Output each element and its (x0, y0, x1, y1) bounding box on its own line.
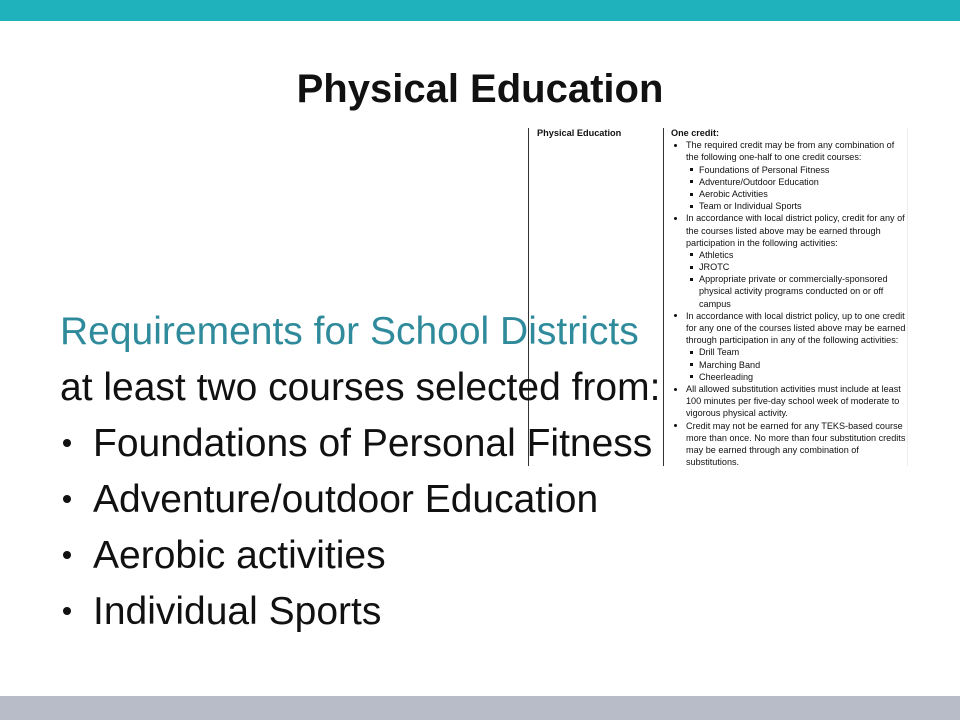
excerpt-line-text: In accordance with local district policy, up to one credit (686, 310, 905, 321)
square-bullet-icon (690, 278, 693, 281)
excerpt-line-text: The required credit may be from any combination of (686, 140, 895, 151)
bullet-icon (63, 495, 71, 503)
excerpt-line-text: Foundations of Personal Fitness (699, 164, 830, 175)
square-bullet-icon (690, 168, 693, 171)
bottom-footer-bar (0, 696, 960, 720)
excerpt-line-text: for any one of the courses listed above may be earned (686, 323, 906, 333)
excerpt-line-text: through participation in any of the following activities: (686, 335, 899, 346)
excerpt-line-text: JROTC (699, 262, 730, 273)
excerpt-subbullet-line (663, 298, 907, 310)
excerpt-line-text: All allowed substitution activities must include at least (686, 383, 901, 394)
course-bullet-text: Individual Sports (93, 590, 382, 633)
slide-body (60, 304, 680, 640)
excerpt-line-text: may be earned through any combination of (686, 444, 859, 455)
excerpt-line-text: Aerobic Activities (699, 188, 768, 199)
course-bullet-item (60, 528, 680, 584)
square-bullet-icon (690, 180, 693, 183)
square-bullet-icon (690, 266, 693, 269)
square-bullet-icon (690, 253, 693, 256)
course-bullet-item (60, 472, 680, 528)
excerpt-line-text: campus (699, 298, 731, 309)
bullet-icon (674, 144, 677, 147)
excerpt-bullet-line (663, 432, 907, 444)
bullet-icon (63, 551, 71, 559)
excerpt-subbullet-line (663, 200, 907, 212)
excerpt-line-text: the following one-half to one credit courses: (686, 152, 862, 163)
excerpt-bullet-line (663, 151, 907, 163)
excerpt-bullet-line (663, 225, 907, 237)
excerpt-bullet-line (663, 383, 907, 395)
excerpt-line-text: physical activity programs conducted on or off (699, 286, 884, 297)
course-bullet-text: Aerobic activities (93, 534, 386, 577)
excerpt-subbullet-line (663, 249, 907, 261)
square-bullet-icon (690, 193, 693, 196)
bullet-icon (63, 439, 71, 447)
excerpt-subbullet-line (663, 188, 907, 200)
excerpt-line-text: Marching Band (699, 359, 761, 370)
excerpt-subject: Physical Education (537, 128, 622, 138)
course-bullet-item (60, 416, 680, 472)
excerpt-line-text: more than once. No more than four substitution credits (686, 432, 906, 443)
excerpt-subbullet-line (663, 371, 907, 383)
bullet-icon (63, 607, 71, 615)
excerpt-line-text: 100 minutes per five-day school week of moderate to (686, 396, 900, 407)
excerpt-line-text: Adventure/Outdoor Education (699, 176, 819, 187)
excerpt-line-text: Appropriate private or commercially-sponsored (699, 274, 888, 285)
excerpt-subbullet-line (663, 261, 907, 273)
excerpt-line-text: Drill Team (699, 347, 740, 358)
excerpt-subbullet-line (663, 346, 907, 358)
excerpt-bullet-line (663, 310, 907, 322)
excerpt-bullet-line (663, 444, 907, 456)
excerpt-bullet-line (663, 139, 907, 151)
excerpt-line-text: Athletics (699, 249, 734, 260)
course-bullet-text: Foundations of Personal Fitness (93, 422, 653, 465)
excerpt-line-text: participation in the following activities: (686, 237, 838, 248)
excerpt-bullet-line (663, 322, 907, 334)
excerpt-line-text: Cheerleading (699, 371, 754, 382)
bullet-icon (674, 217, 677, 220)
square-bullet-icon (690, 205, 693, 208)
excerpt-subbullet-line (663, 285, 907, 297)
square-bullet-icon (690, 363, 693, 366)
excerpt-bullet-line (663, 334, 907, 346)
excerpt-bullet-line (663, 407, 907, 419)
excerpt-line-text: Credit may not be earned for any TEKS-based course (686, 420, 903, 431)
course-bullet-item (60, 584, 680, 640)
intro-line: at least two courses selected from: (60, 366, 661, 409)
square-bullet-icon (690, 351, 693, 354)
excerpt-bullet-line (663, 456, 907, 466)
excerpt-line-text: substitutions. (686, 457, 740, 466)
excerpt-line-text: vigorous physical activity. (686, 408, 788, 419)
excerpt-subbullet-line (663, 164, 907, 176)
excerpt-requirements-list (663, 128, 907, 466)
excerpt-bullet-line (663, 395, 907, 407)
excerpt-heading: One credit: (671, 128, 720, 138)
excerpt-subbullet-line (663, 273, 907, 285)
excerpt-line-text: the courses listed above may be earned through (686, 225, 881, 236)
course-bullet-text: Adventure/outdoor Education (93, 478, 599, 521)
excerpt-bullet-line (663, 237, 907, 249)
slide-title: Physical Education (296, 67, 664, 111)
excerpt-line-text: In accordance with local district policy, credit for any of (686, 213, 905, 224)
square-bullet-icon (690, 375, 693, 378)
excerpt-line-text: Team or Individual Sports (699, 201, 802, 212)
excerpt-subbullet-line (663, 359, 907, 371)
excerpt-bullet-line (663, 212, 907, 224)
excerpt-bullet-line (663, 420, 907, 432)
requirements-heading: Requirements for School Districts (60, 310, 639, 353)
excerpt-subbullet-line (663, 176, 907, 188)
top-accent-bar (0, 0, 960, 21)
